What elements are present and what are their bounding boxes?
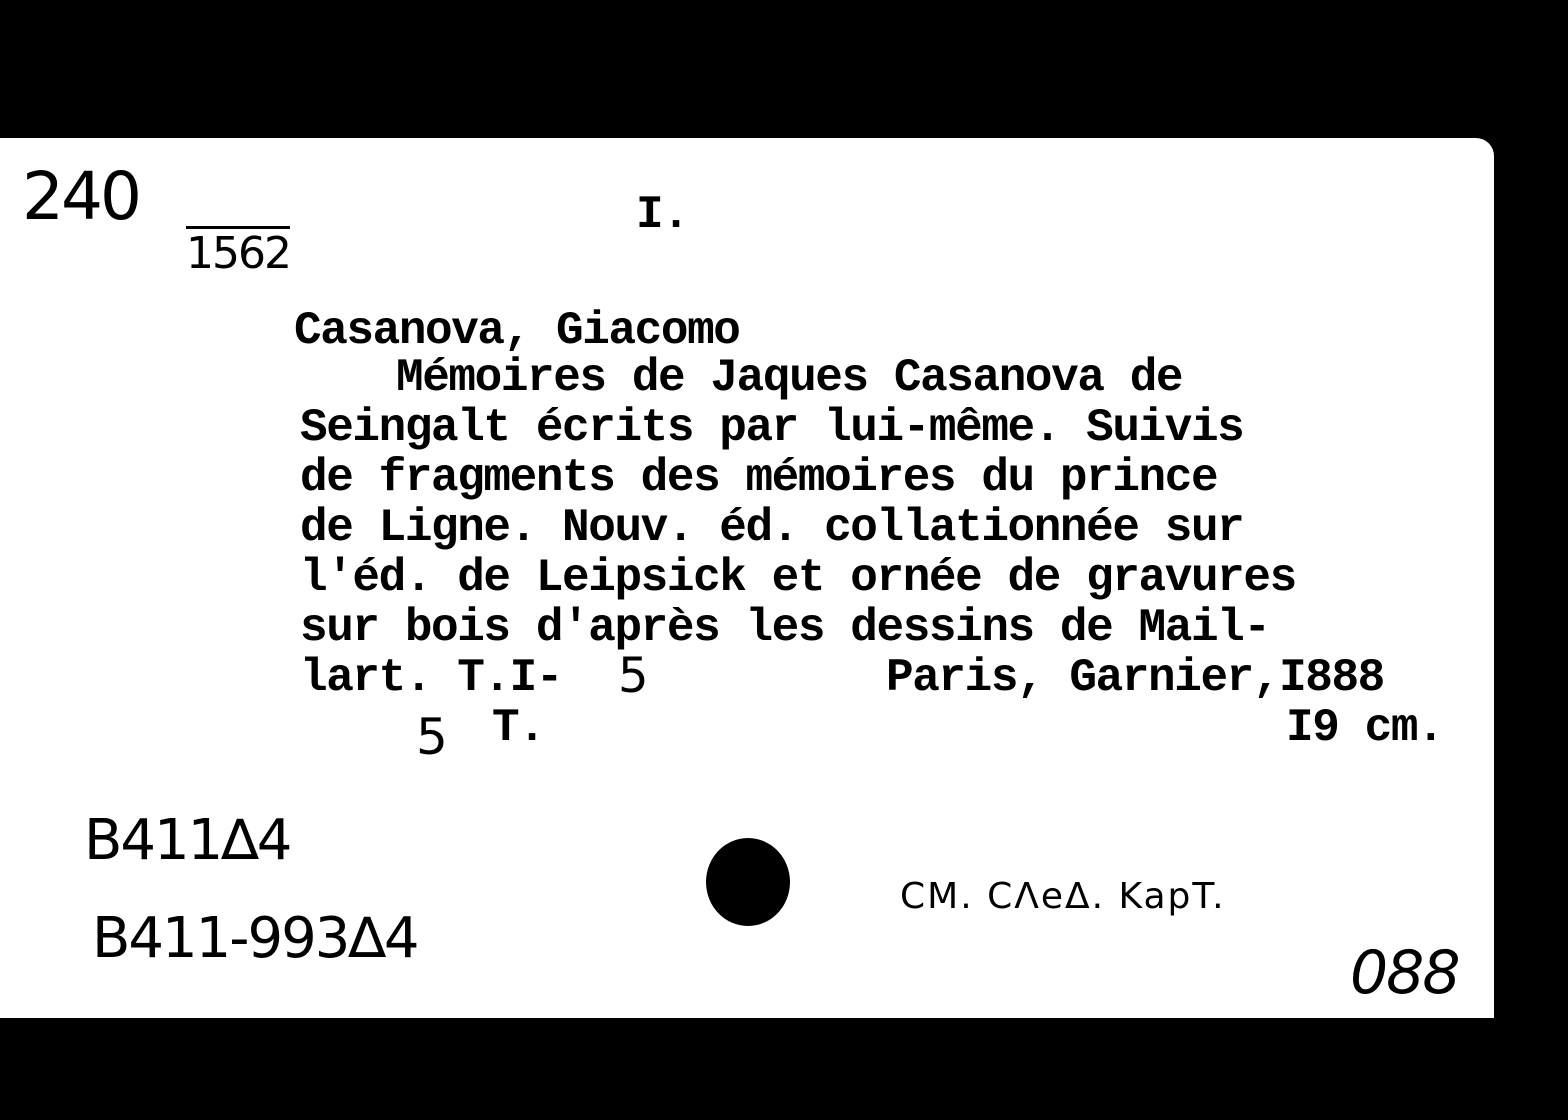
title-line-2: Seingalt écrits par lui-même. Suivis <box>300 402 1244 454</box>
title-line-4: de Ligne. Nouv. éd. collationnée sur <box>300 502 1244 554</box>
shelf-mark-2: B411-993∆4 <box>92 906 418 971</box>
volume-number: I. <box>636 189 689 241</box>
author-heading: Casanova, Giacomo <box>294 305 740 357</box>
physical-size: I9 cm. <box>1286 702 1444 754</box>
volumes-count-handwritten: 5 <box>416 708 448 766</box>
volumes-range-end: 5 <box>618 648 649 704</box>
title-line-1: Mémoires de Jaques Casanova de <box>396 352 1183 404</box>
imprint: Paris, Garnier,I888 <box>886 652 1384 704</box>
title-line-3: de fragments des mémoires du prince <box>300 452 1218 504</box>
volumes-label: T. <box>492 702 545 754</box>
punch-hole <box>706 838 790 926</box>
title-line-6: sur bois d'après les dessins de Mail- <box>300 602 1270 654</box>
shelf-mark-1: B411∆4 <box>84 808 291 873</box>
card-code: 088 <box>1350 938 1459 1008</box>
title-line-5: l'éd. de Leipsick et ornée de gravures <box>300 552 1296 604</box>
catalog-card <box>0 138 1494 1018</box>
see-next-card-note: CM. CΛeΔ. KapT. <box>900 876 1226 917</box>
call-number-main: 240 <box>22 158 139 235</box>
title-line-7: lart. T.I- <box>300 652 563 704</box>
call-number-sub: 1562 <box>186 228 290 279</box>
